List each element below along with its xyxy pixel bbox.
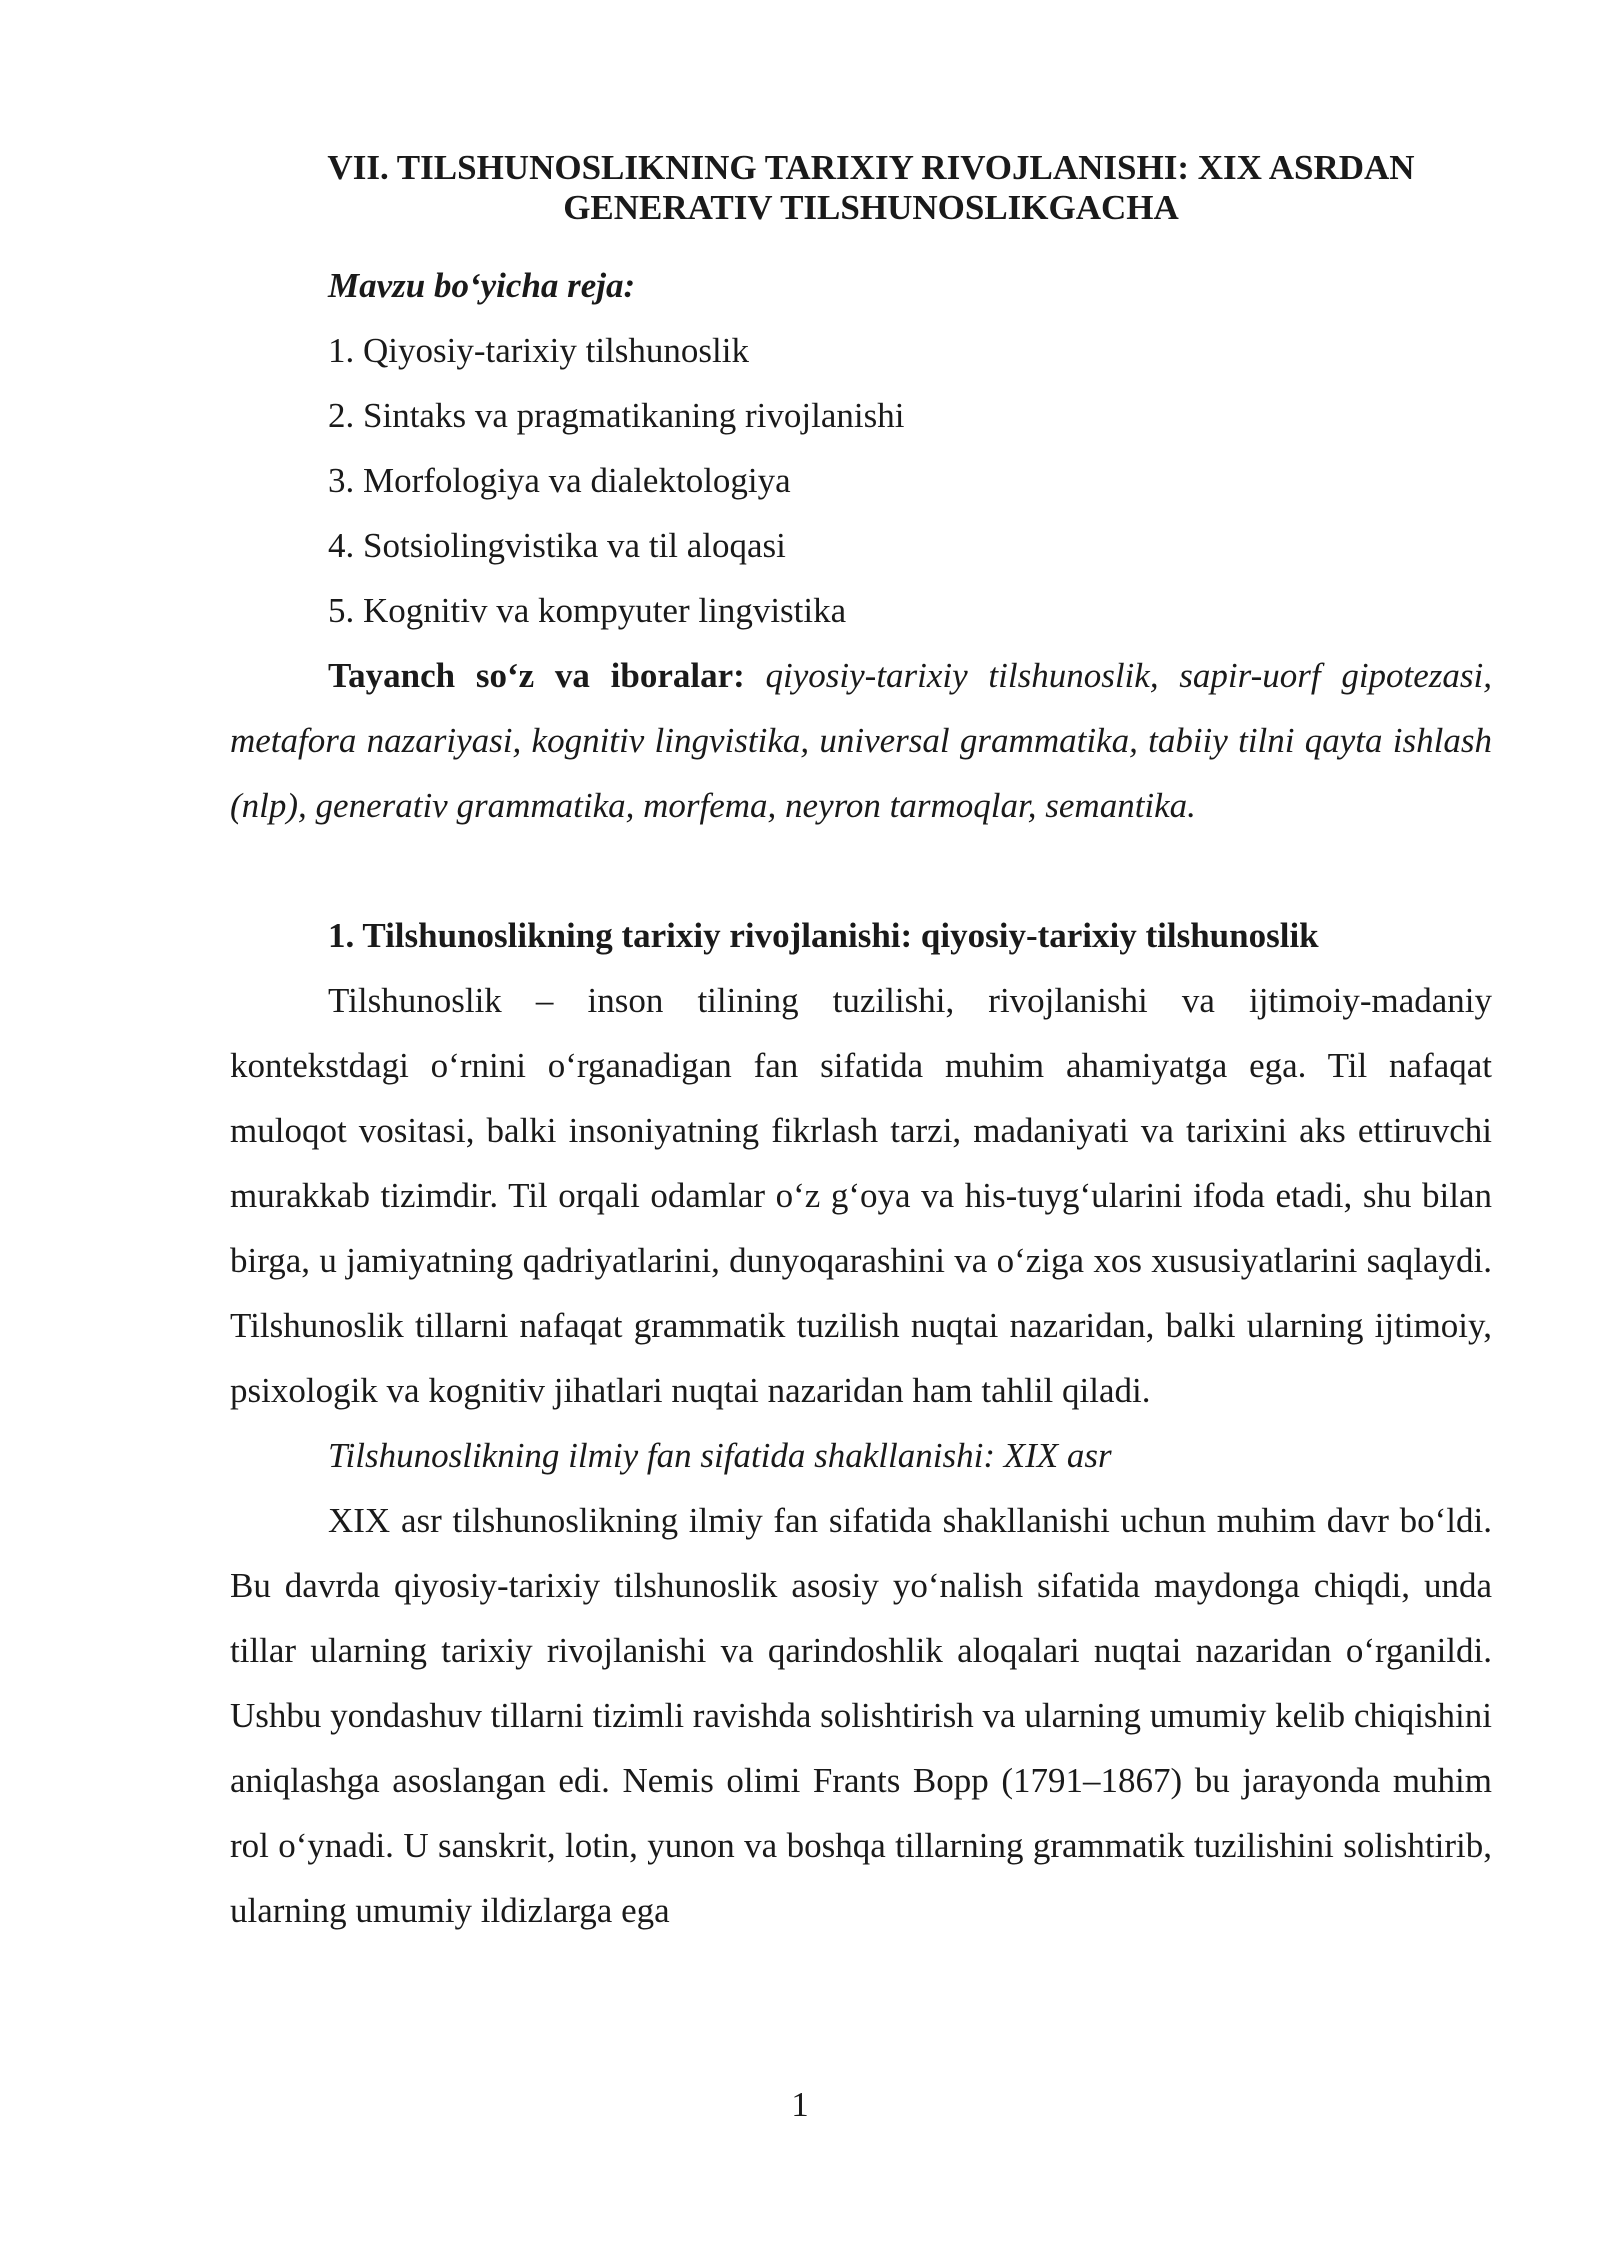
plan-item: 3. Morfologiya va dialektologiya: [328, 461, 791, 500]
plan-item: 5. Kognitiv va kompyuter lingvistika: [328, 591, 847, 630]
subsection-heading: Tilshunoslikning ilmiy fan sifatida shakllanishi: XIX asr: [328, 1436, 1112, 1475]
plan-item: 2. Sintaks va pragmatikaning rivojlanishi: [328, 396, 905, 435]
document-page: [230, 0, 1492, 1943]
keywords-label: Tayanch so‘z va iboralar:: [328, 656, 745, 695]
plan-item: 1. Qiyosiy-tarixiy tilshunoslik: [328, 331, 749, 370]
chapter-title: [230, 148, 1492, 228]
keywords-paragraph: [230, 643, 1492, 838]
plan-heading: Mavzu bo‘yicha reja:: [328, 266, 636, 305]
chapter-title-line-2: GENERATIV TILSHUNOSLIKGACHA: [563, 188, 1179, 227]
body-paragraph-2: XIX asr tilshunoslikning ilmiy fan sifatida shakllanishi uchun muhim davr bo‘ldi. Bu davrda qiyosiy-tarixiy tilshunoslik asosiy yo‘nalish sifatida maydonga chiqdi, unda tillar ularning tarixiy rivojlanishi va qarindoshlik aloqalari nuqtai nazaridan o‘rganildi. Ushbu yondashuv tillarni tizimli ravishda solishtirish va ularning umumiy kelib chiqishini aniqlashga asoslangan edi. Nemis olimi Frants Bopp (1791–1867) bu jarayonda muhim rol o‘ynadi. U sanskrit, lotin, yunon va boshqa tillarning grammatik tuzilishini solishtirib, ularning umumiy ildizlarga ega: [230, 1501, 1492, 1930]
chapter-title-line-1: VII. TILSHUNOSLIKNING TARIXIY RIVOJLANISHI: XIX ASRDAN: [327, 148, 1415, 187]
keywords-text: qiyosiy-tarixiy tilshunoslik, sapir-uorf gipotezasi, metafora nazariyasi, kognitiv lingvistika, universal grammatika, tabiiy tilni qayta ishlash (nlp), generativ grammatika, morfema, neyron tarmoqlar, semantika.: [230, 656, 1493, 825]
plan-item: 4. Sotsiolingvistika va til aloqasi: [328, 526, 786, 565]
body-paragraph-1: Tilshunoslik – inson tilining tuzilishi, rivojlanishi va ijtimoiy-madaniy kontekstdagi o‘rnini o‘rganadigan fan sifatida muhim ahamiyatga ega. Til nafaqat muloqot vositasi, balki insoniyatning fikrlash tarzi, madaniyati va tarixini aks ettiruvchi murakkab tizimdir. Til orqali odamlar o‘z g‘oya va his-tuyg‘ularini ifoda etadi, shu bilan birga, u jamiyatning qadriyatlarini, dunyoqarashini va o‘ziga xos xususiyatlarini saqlaydi. Tilshunoslik tillarni nafaqat grammatik tuzilish nuqtai nazaridan, balki ularning ijtimoiy, psixologik va kognitiv jihatlari nuqtai nazaridan ham tahlil qiladi.: [230, 981, 1492, 1410]
section-heading: 1. Tilshunoslikning tarixiy rivojlanishi: qiyosiy-tarixiy tilshunoslik: [328, 916, 1319, 955]
plan-list: [230, 318, 1492, 643]
page-number: 1: [791, 2085, 809, 2124]
